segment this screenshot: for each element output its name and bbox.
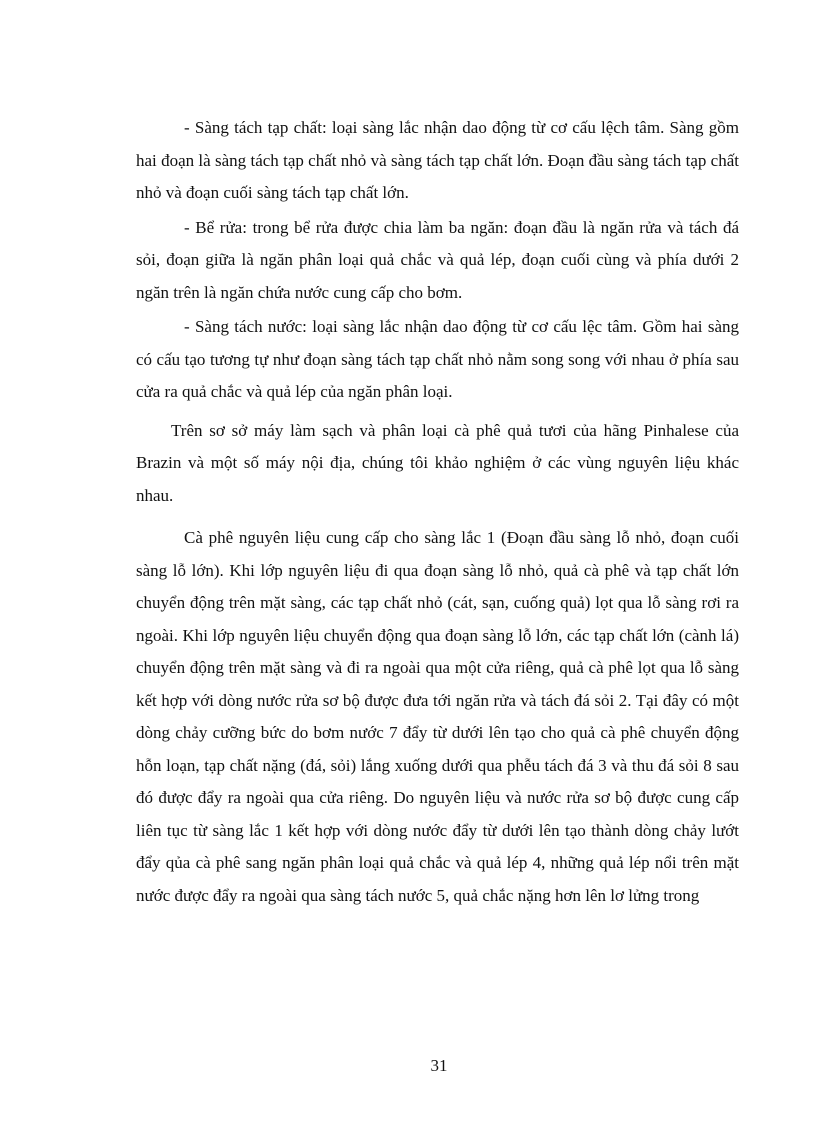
paragraph-process-description: Cà phê nguyên liệu cung cấp cho sàng lắc 1 (Đoạn đầu sàng lỗ nhỏ, đoạn cuối sàng lỗ lớn). Khi lớp nguyên liệu đi qua đoạn sàng lỗ nhỏ, quả cà phê và tạp chất lớn chuyển động trên mặt sàng, các tạp chất nhỏ (cát, sạn, cuống quả) lọt qua lỗ sàng rơi ra ngoài. Khi lớp nguyên liệu chuyển động qua đoạn sàng lỗ lớn, các tạp chất lớn (cành lá) chuyển động trên mặt sàng và đi ra ngoài qua một cửa riêng, quả cà phê lọt qua lỗ sàng kết hợp với dòng nước rửa sơ bộ được đưa tới ngăn rửa và tách đá sỏi 2. Tại đây có một dòng chảy cưỡng bức do bơm nước 7 đẩy từ dưới lên tạo cho quả cà phê chuyển động hỗn loạn, tạp chất nặng (đá, sỏi) lắng xuống dưới qua phễu tách đá 3 và thu đá sỏi 8 sau đó được đẩy ra ngoài qua cửa riêng. Do nguyên liệu và nước rửa sơ bộ được cung cấp liên tục từ sàng lắc 1 kết hợp với dòng nước đẩy từ dưới lên tạo thành dòng chảy lướt đẩy qủa cà phê sang ngăn phân loại quả chắc và quả lép 4, những quả lép nổi trên mặt nước được đẩy ra ngoài qua sàng tách nước 5, quả chắc nặng hơn lên lơ lửng trong xyxy=(136,528,739,905)
paragraph-impurity-screen: - Sàng tách tạp chất: loại sàng lắc nhận dao động từ cơ cấu lệch tâm. Sàng gồm hai đoạn là sàng tách tạp chất nhỏ và sàng tách tạp chất lớn. Đoạn đầu sàng tách tạp chất nhỏ và đoạn cuối sàng tách tạp chất lớn. xyxy=(136,118,739,202)
paragraph-wash-tank: - Bể rửa: trong bể rửa được chia làm ba ngăn: đoạn đầu là ngăn rửa và tách đá sỏi, đoạn giữa là ngăn phân loại quả chắc và quả lép, đoạn cuối cùng và phía dưới 2 ngăn trên là ngăn chứa nước cung cấp cho bơm. xyxy=(136,217,739,302)
paragraph-machine-basis: Trên sơ sở máy làm sạch và phân loại cà phê quả tươi của hãng Pinhalese của Brazin và một số máy nội địa, chúng tôi khảo nghiệm ở các vùng nguyên liệu khác nhau. xyxy=(136,420,739,505)
paragraph-water-screen: - Sàng tách nước: loại sàng lắc nhận dao động từ cơ cấu lệc tâm. Gồm hai sàng có cấu tạo tương tự như đoạn sàng tách tạp chất nhỏ nằm song song với nhau ở phía sau cửa ra quả chắc và quả lép của ngăn phân loại. xyxy=(136,317,739,401)
document-body xyxy=(136,112,739,912)
page-number: 31 xyxy=(430,1056,448,1075)
